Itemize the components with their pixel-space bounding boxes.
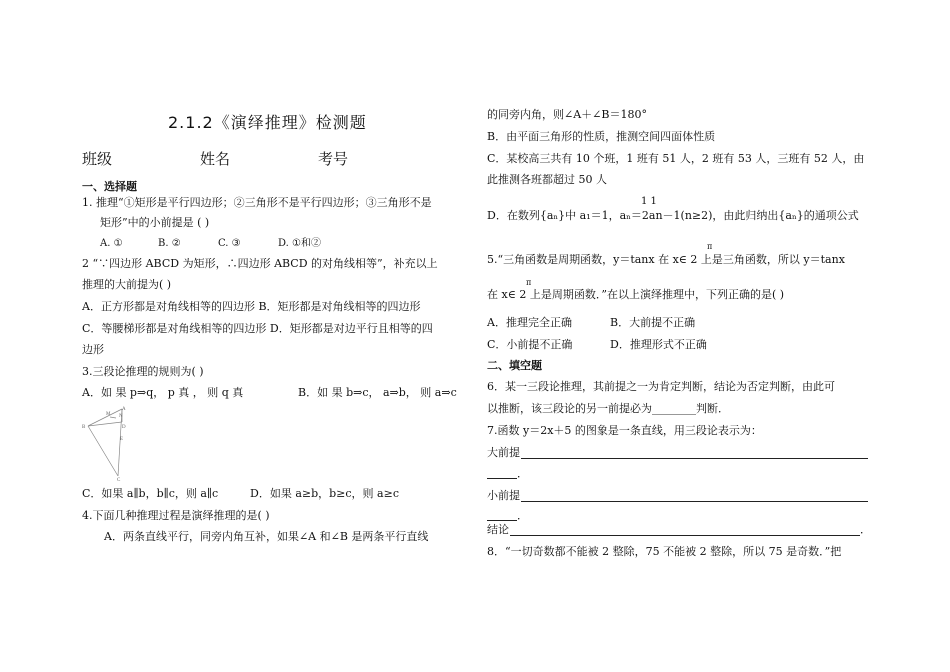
q7-minor-premise-blank[interactable] — [521, 501, 868, 502]
q6-text-cont: 以推断，该三段论的另一前提必为________判断． — [487, 402, 729, 415]
q4-option-a: A．两条直线平行，同旁内角互补，如果∠A 和∠B 是两条平行直线 — [104, 530, 429, 543]
q5-text-cont: 在 x∈ 2 上是周期函数．”在以上演绎推理中，下列正确的是( ) — [487, 288, 785, 301]
q7-major-premise-period: ． — [517, 467, 528, 480]
fig-label-a: A — [122, 407, 126, 412]
q5-pi-superscript-2: π — [526, 278, 532, 287]
q7-major-premise-label: 大前提 — [487, 446, 520, 459]
q7-minor-premise-period: ． — [517, 509, 528, 522]
q7-major-premise-blank[interactable] — [521, 458, 868, 459]
q7-text: 7.函数 y＝2x＋5 的图象是一条直线，用三段论表示为： — [487, 424, 762, 437]
q5-option-c: C．小前提不正确 — [487, 338, 573, 351]
section-heading-fill: 二、填空题 — [487, 359, 542, 372]
q1-option-d: D. ①和② — [278, 238, 321, 249]
fig-label-d: D — [122, 425, 126, 430]
fig-label-n: N — [119, 414, 123, 419]
q8-text: 8．“一切奇数都不能被 2 整除，75 不能被 2 整除，所以 75 是奇数．”把 — [487, 545, 842, 558]
q5-option-b: B．大前提不正确 — [610, 316, 696, 329]
number-field-label: 考号 — [318, 150, 349, 168]
q4-option-a-cont: 的同旁内角，则∠A＋∠B＝180° — [487, 108, 647, 121]
q2-options-cd-cont: 边形 — [82, 343, 104, 356]
document-title: 2.1.2《演绎推理》检测题 — [168, 113, 367, 132]
q5-option-d: D．推理形式不正确 — [610, 338, 707, 351]
fig-label-e: E — [120, 437, 124, 442]
q4-option-c-cont: 此推测各班都超过 50 人 — [487, 173, 607, 186]
q1-option-a: A. ① — [100, 238, 123, 249]
q4-option-b: B．由平面三角形的性质，推测空间四面体性质 — [487, 130, 716, 143]
q6-text: 6．某一三段论推理，其前提之一为肯定判断，结论为否定判断，由此可 — [487, 380, 835, 393]
q4-option-c: C．某校高三共有 10 个班，1 班有 51 人，2 班有 53 人，三班有 52 人，由 — [487, 152, 865, 165]
q5-pi-superscript: π — [707, 242, 713, 251]
fig-label-c: C — [117, 478, 121, 482]
q3-option-a: A．如 果 p⇒q， p 真 ， 则 q 真 — [82, 386, 244, 399]
q7-minor-premise-blank-cont[interactable] — [487, 520, 517, 521]
geometry-figure — [82, 404, 142, 482]
q2-options-ab: A．正方形都是对角线相等的四边形 B．矩形都是对角线相等的四边形 — [82, 300, 421, 313]
class-field-label: 班级 — [82, 150, 113, 168]
q4-option-d: D．在数列{aₙ}中 a₁＝1，aₙ＝2an－1(n≥2)，由此归纳出{aₙ}的通项公式 — [487, 209, 859, 222]
q1-option-c: C. ③ — [218, 238, 241, 249]
q1-option-b: B. ② — [158, 238, 181, 249]
q2-options-cd: C．等腰梯形都是对角线相等的四边形 D．矩形都是对边平行且相等的四 — [82, 322, 433, 335]
q5-text: 5.“三角函数是周期函数，y＝tanx 在 x∈ 2 上是三角函数，所以 y＝tanx — [487, 253, 845, 266]
q5-option-a: A．推理完全正确 — [487, 316, 572, 329]
q4-text: 4.下面几种推理过程是演绎推理的是( ) — [82, 509, 270, 522]
q3-option-b: B．如 果 b⇒c， a⇒b， 则 a⇒c — [298, 386, 457, 399]
q1-text: 1. 推理“①矩形是平行四边形；②三角形不是平行四边形；③三角形不是 — [82, 196, 432, 209]
q7-conclusion-blank[interactable] — [510, 535, 860, 536]
fig-label-b: B — [82, 425, 86, 430]
q7-conclusion-period: ． — [860, 523, 871, 536]
q7-minor-premise-label: 小前提 — [487, 489, 520, 502]
section-heading-choice: 一、选择题 — [82, 180, 137, 193]
q3-text: 3.三段论推理的规则为( ) — [82, 365, 204, 378]
q4-option-d-fraction: 1 1 — [641, 196, 657, 207]
name-field-label: 姓名 — [200, 150, 231, 168]
q2-text-cont: 推理的大前提为( ) — [82, 278, 172, 291]
q3-option-c: C．如果 a∥b，b∥c，则 a∥c — [82, 487, 219, 500]
fig-label-m: M — [106, 412, 111, 417]
q1-text-cont: 矩形”中的小前提是 ( ) — [100, 216, 210, 229]
q7-conclusion-label: 结论 — [487, 523, 509, 536]
q7-major-premise-blank-cont[interactable] — [487, 478, 517, 479]
q3-option-d: D．如果 a≥b，b≥c，则 a≥c — [250, 487, 399, 500]
q2-text: 2 “∵四边形 ABCD 为矩形，∴四边形 ABCD 的对角线相等”，补充以上 — [82, 257, 438, 270]
